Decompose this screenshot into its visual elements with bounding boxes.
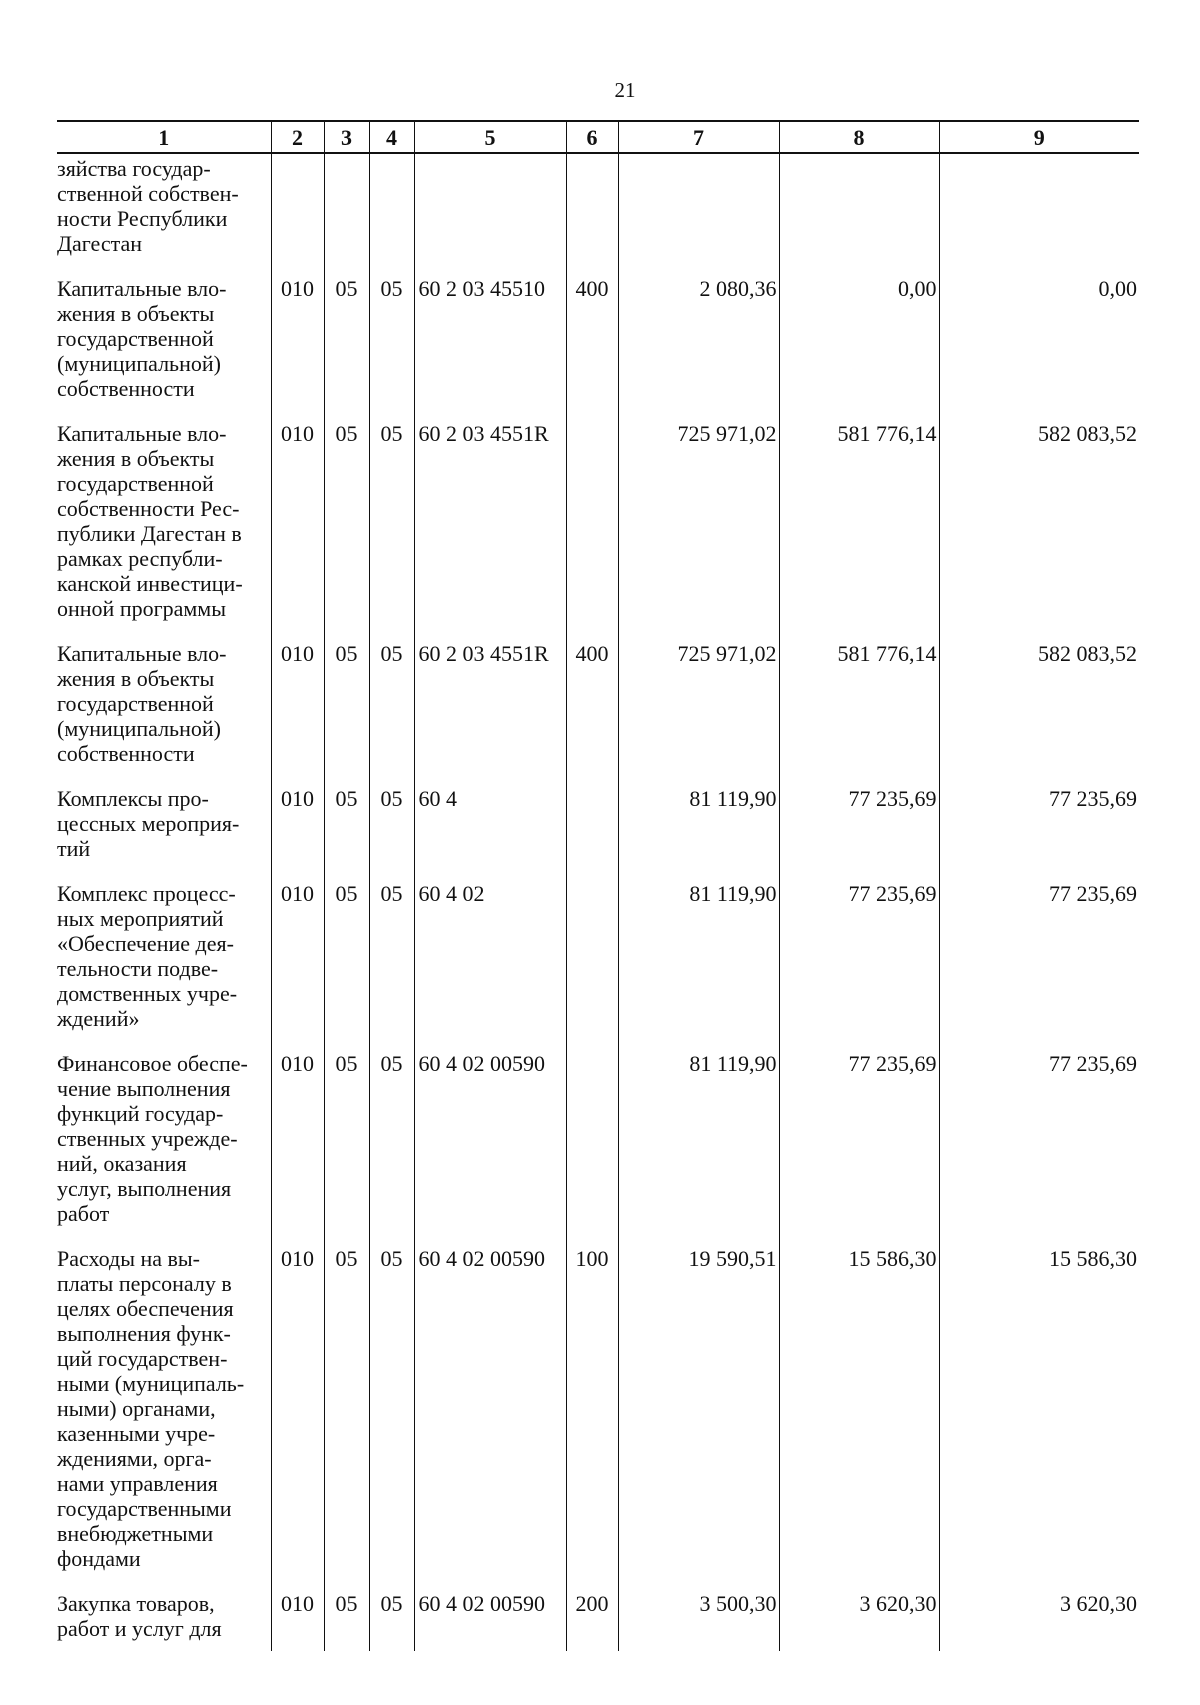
cell-amount-col9: 77 235,69 — [939, 1051, 1139, 1246]
cell-section: 05 — [324, 276, 369, 421]
cell-expense-type: 400 — [566, 276, 618, 421]
cell-amount-col7: 81 119,90 — [618, 1051, 779, 1246]
cell-amount-col7: 81 119,90 — [618, 881, 779, 1051]
cell-ministry: 010 — [271, 1591, 324, 1651]
table-row — [57, 421, 1139, 641]
cell-subsection: 05 — [369, 786, 414, 881]
cell-expense-type: 100 — [566, 1246, 618, 1591]
table-row — [57, 641, 1139, 786]
cell-expense-type: 400 — [566, 641, 618, 786]
cell-section: 05 — [324, 881, 369, 1051]
table-row — [57, 1051, 1139, 1246]
column-header: 6 — [566, 121, 618, 153]
cell-section: 05 — [324, 1246, 369, 1591]
cell-amount-col7: 2 080,36 — [618, 276, 779, 421]
cell-subsection: 05 — [369, 1591, 414, 1651]
cell-section — [324, 153, 369, 276]
cell-subsection: 05 — [369, 881, 414, 1051]
table-row — [57, 153, 1139, 276]
column-header: 2 — [271, 121, 324, 153]
column-header: 8 — [779, 121, 939, 153]
cell-amount-col7: 725 971,02 — [618, 421, 779, 641]
cell-amount-col8: 77 235,69 — [779, 786, 939, 881]
cell-ministry: 010 — [271, 786, 324, 881]
row-description: Закупка товаров, работ и услуг для — [57, 1591, 222, 1641]
cell-ministry: 010 — [271, 1051, 324, 1246]
cell-subsection: 05 — [369, 421, 414, 641]
cell-section: 05 — [324, 1591, 369, 1651]
cell-target-code: 60 4 02 00590 — [414, 1591, 566, 1651]
cell-amount-col9: 0,00 — [939, 276, 1139, 421]
cell-subsection: 05 — [369, 1051, 414, 1246]
cell-ministry: 010 — [271, 421, 324, 641]
cell-amount-col8: 0,00 — [779, 276, 939, 421]
column-header: 5 — [414, 121, 566, 153]
cell-amount-col7: 19 590,51 — [618, 1246, 779, 1591]
cell-target-code: 60 2 03 4551R — [414, 421, 566, 641]
table-row — [57, 1591, 1139, 1651]
cell-expense-type — [566, 786, 618, 881]
table-row — [57, 786, 1139, 881]
row-description: Капитальные вло- жения в объекты государственной (муниципальной) собственности — [57, 641, 227, 766]
column-header: 3 — [324, 121, 369, 153]
cell-section: 05 — [324, 786, 369, 881]
column-header: 4 — [369, 121, 414, 153]
cell-amount-col7: 725 971,02 — [618, 641, 779, 786]
cell-ministry: 010 — [271, 276, 324, 421]
cell-amount-col8: 581 776,14 — [779, 421, 939, 641]
cell-amount-col8: 15 586,30 — [779, 1246, 939, 1591]
cell-ministry: 010 — [271, 641, 324, 786]
cell-expense-type: 200 — [566, 1591, 618, 1651]
cell-subsection — [369, 153, 414, 276]
row-description: Финансовое обеспе- чение выполнения функций государ- ственных учрежде- ний, оказания услуг, выполнения работ — [57, 1051, 248, 1226]
row-description: Комплекс процесс- ных мероприятий «Обеспечение дея- тельности подве- домственных учре- ждений» — [57, 881, 238, 1031]
column-header: 9 — [939, 121, 1139, 153]
table-row — [57, 1246, 1139, 1591]
cell-subsection: 05 — [369, 276, 414, 421]
row-description: Капитальные вло- жения в объекты государственной собственности Рес- публики Дагестан в рамках республи- канской инвестици- онной программы — [57, 421, 243, 621]
cell-amount-col9: 582 083,52 — [939, 641, 1139, 786]
cell-amount-col8: 581 776,14 — [779, 641, 939, 786]
cell-amount-col9: 77 235,69 — [939, 786, 1139, 881]
cell-amount-col8: 77 235,69 — [779, 881, 939, 1051]
cell-ministry: 010 — [271, 1246, 324, 1591]
cell-target-code: 60 4 02 — [414, 881, 566, 1051]
column-header: 1 — [57, 121, 271, 153]
table-row — [57, 276, 1139, 421]
row-description: Расходы на вы- платы персоналу в целях обеспечения выполнения функ- ций государствен- ными (муниципаль- ными) органами, казенными учре- ждениями, орга- нами управления государственными внебюджетными фондами — [57, 1246, 245, 1571]
cell-expense-type — [566, 881, 618, 1051]
page-number: 21 — [614, 78, 636, 102]
cell-subsection: 05 — [369, 1246, 414, 1591]
header-row — [57, 121, 1139, 153]
cell-ministry — [271, 153, 324, 276]
cell-expense-type — [566, 421, 618, 641]
cell-amount-col9: 3 620,30 — [939, 1591, 1139, 1651]
cell-section: 05 — [324, 1051, 369, 1246]
cell-amount-col9: 77 235,69 — [939, 881, 1139, 1051]
cell-amount-col9 — [939, 153, 1139, 276]
cell-expense-type — [566, 1051, 618, 1246]
table-body — [57, 153, 1139, 1651]
cell-target-code: 60 4 02 00590 — [414, 1246, 566, 1591]
cell-amount-col8 — [779, 153, 939, 276]
cell-ministry: 010 — [271, 881, 324, 1051]
cell-amount-col9: 582 083,52 — [939, 421, 1139, 641]
cell-section: 05 — [324, 641, 369, 786]
cell-amount-col7: 81 119,90 — [618, 786, 779, 881]
cell-amount-col7 — [618, 153, 779, 276]
column-header: 7 — [618, 121, 779, 153]
cell-target-code: 60 4 02 00590 — [414, 1051, 566, 1246]
cell-section: 05 — [324, 421, 369, 641]
cell-target-code — [414, 153, 566, 276]
cell-amount-col8: 3 620,30 — [779, 1591, 939, 1651]
cell-amount-col9: 15 586,30 — [939, 1246, 1139, 1591]
row-description: Комплексы про- цессных мероприя- тий — [57, 786, 240, 861]
budget-table — [57, 120, 1139, 1651]
cell-target-code: 60 2 03 45510 — [414, 276, 566, 421]
cell-amount-col7: 3 500,30 — [618, 1591, 779, 1651]
row-description: Капитальные вло- жения в объекты государственной (муниципальной) собственности — [57, 276, 227, 401]
cell-subsection: 05 — [369, 641, 414, 786]
row-description: зяйства государ- ственной собствен- ности Республики Дагестан — [57, 156, 239, 256]
cell-expense-type — [566, 153, 618, 276]
cell-target-code: 60 2 03 4551R — [414, 641, 566, 786]
cell-amount-col8: 77 235,69 — [779, 1051, 939, 1246]
cell-target-code: 60 4 — [414, 786, 566, 881]
table-row — [57, 881, 1139, 1051]
